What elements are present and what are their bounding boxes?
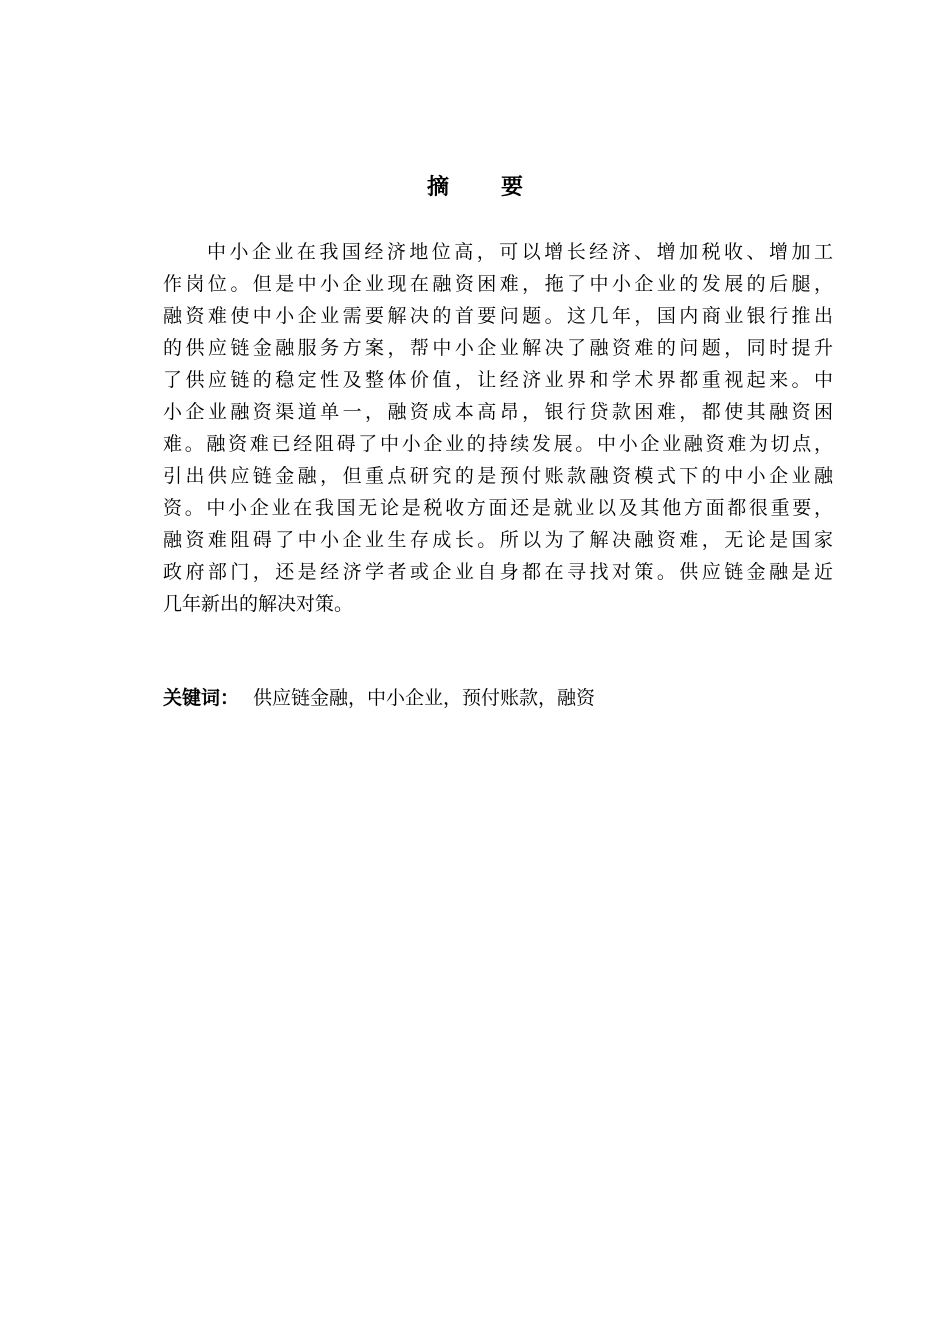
abstract-line: 的供应链金融服务方案，帮中小企业解决了融资难的问题，同时提升 bbox=[163, 337, 833, 359]
abstract-line: 作岗位。但是中小企业现在融资困难，拖了中小企业的发展的后腿， bbox=[163, 273, 833, 295]
abstract-heading-char-2: 要 bbox=[501, 175, 524, 200]
keywords-label: 关键词： bbox=[163, 687, 240, 709]
abstract-line: 资。中小企业在我国无论是税收方面还是就业以及其他方面都很重要， bbox=[163, 497, 833, 519]
abstract-line: 几年新出的解决对策。 bbox=[163, 593, 354, 615]
abstract-heading bbox=[0, 170, 950, 201]
abstract-line: 了供应链的稳定性及整体价值，让经济业界和学术界都重视起来。中 bbox=[163, 369, 833, 391]
abstract-line: 融资难使中小企业需要解决的首要问题。这几年，国内商业银行推出 bbox=[163, 305, 833, 327]
abstract-line: 中小企业在我国经济地位高，可以增长经济、增加税收、增加工 bbox=[207, 241, 833, 263]
keywords-row bbox=[163, 682, 595, 714]
abstract-heading-char-1: 摘 bbox=[426, 175, 449, 200]
abstract-body bbox=[163, 236, 833, 620]
abstract-line: 小企业融资渠道单一，融资成本高昂，银行贷款困难，都使其融资困 bbox=[163, 401, 833, 423]
abstract-line: 难。融资难已经阻碍了中小企业的持续发展。中小企业融资难为切点， bbox=[163, 433, 833, 455]
keywords-value: 供应链金融，中小企业，预付账款，融资 bbox=[253, 687, 596, 709]
abstract-line: 融资难阻碍了中小企业生存成长。所以为了解决融资难，无论是国家 bbox=[163, 529, 833, 551]
abstract-line: 政府部门，还是经济学者或企业自身都在寻找对策。供应链金融是近 bbox=[163, 561, 833, 583]
abstract-line: 引出供应链金融，但重点研究的是预付账款融资模式下的中小企业融 bbox=[163, 465, 833, 487]
